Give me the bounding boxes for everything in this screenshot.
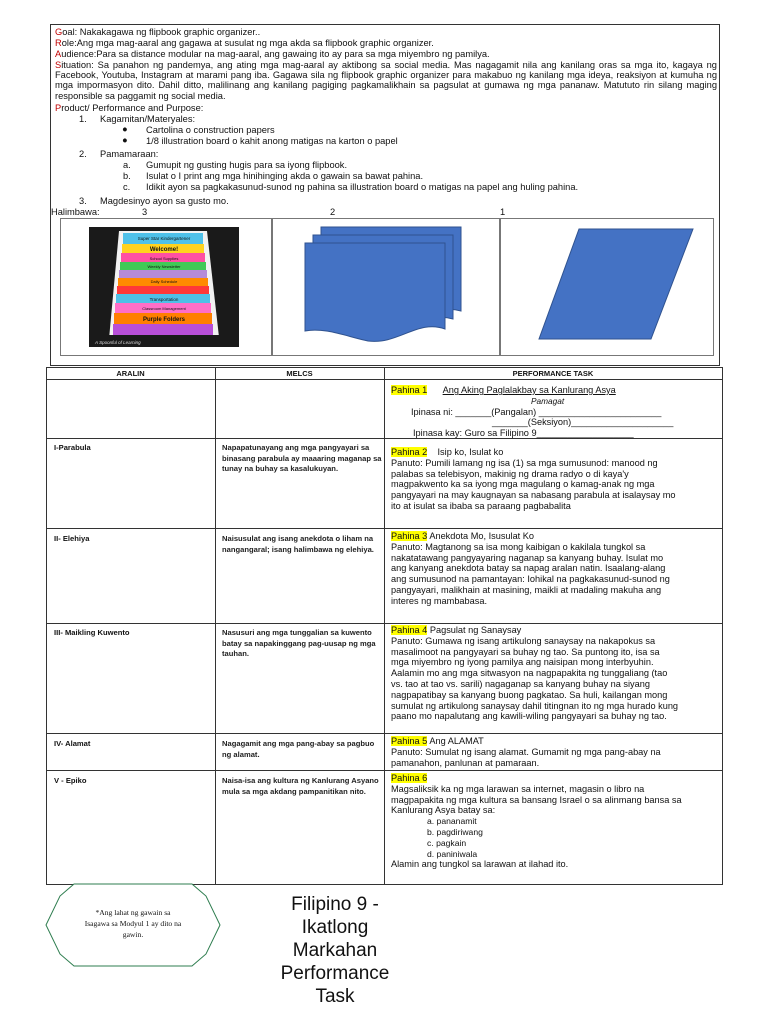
note-badge — [44, 880, 222, 970]
title-line: Performance — [280, 963, 390, 984]
aralin-cell: II- Elehiya — [54, 534, 90, 543]
materials-heading: Kagamitan/Materyales: — [100, 114, 196, 124]
situation-text: Sa panahon ng pandemya, ang ating mga mag-aaral ay aktibong sa social media. Mas nagagamit nila ang kanilang oras sa mga ito, kagaya ng Facebook, Youtuba, Instagram at marami pang iba. Gagawa sila ng flipbook graphic organizer para makabuo ng kanilang mga ideya, reaksiyon at kumuha ng mga impormasyon dito. Dahil ditto, malilinang ang kanilang pagiging pagkamalikhain sa pagsulat at gumawa ng mga pananaw. Matututo rin silang maging responsible sa paggamit ng social media. — [55, 60, 717, 101]
svg-text:Transportation: Transportation — [149, 297, 179, 302]
row-divider — [46, 623, 723, 624]
melcs-cell: Naisusulat ang isang anekdota o liham na nangangaral; isang halimbawa ng elehiya. — [222, 534, 374, 554]
task-text-line: interes ng mambabasa. — [391, 595, 488, 606]
pahina-label: Pahina 4 — [391, 625, 428, 635]
title-line: Filipino 9 - — [291, 894, 379, 915]
aralin-cell: I-Parabula — [54, 443, 91, 452]
svg-text:Purple Folders: Purple Folders — [142, 317, 186, 323]
cover-submitted-by: Ipinasa ni: _______(Pangalan) ________________________ — [411, 406, 662, 417]
task-text-line: Aalamin mo ang mga sitwasyon na nagpapakita ng tunggaliang (tao — [391, 668, 668, 679]
culture-item: c. pagkain — [427, 837, 467, 848]
product-text: roduct/ Performance and Purpose: — [61, 103, 204, 113]
note-text: *Ang lahat ng gawain sa Isagawa sa Modyul 1 ay dito na gawin. — [84, 908, 182, 939]
material-item-2: 1/8 illustration board o kahit anong matigas na karton o papel — [146, 136, 398, 146]
svg-text:Welcome!: Welcome! — [149, 247, 179, 253]
example-number-2: 2 — [330, 207, 336, 217]
svg-text:A Spoonful of Learning: A Spoonful of Learning — [95, 340, 141, 345]
title-line: Task — [315, 986, 355, 1007]
step-a: Gumupit ng gusting hugis para sa iyong flipbook. — [146, 160, 348, 170]
table-border-left — [46, 367, 47, 885]
bullet-icon: ● — [122, 135, 128, 145]
page-title — [255, 893, 415, 1008]
svg-text:Weekly Newsletter: Weekly Newsletter — [147, 264, 181, 269]
task-title: Isip ko, Isulat ko — [437, 447, 504, 457]
example-parallelogram-frame — [500, 218, 714, 356]
task-text-line: ito at isulat sa ibaba sa paraang pagbabalita — [391, 500, 571, 511]
step-label-b: b. — [123, 171, 131, 181]
task-cell — [391, 736, 719, 768]
performance-task-table — [46, 367, 723, 885]
product-initial: P — [55, 103, 62, 113]
table-border-top — [46, 367, 723, 368]
title-line: Ikatlong — [301, 917, 369, 938]
example-photo-frame — [60, 218, 272, 356]
task-cell — [391, 531, 719, 607]
title-line: Markahan — [292, 940, 378, 961]
svg-text:School Supplies: School Supplies — [149, 256, 179, 261]
svg-text:Super Star Kindergartener: Super Star Kindergartener — [137, 236, 191, 241]
example-number-1: 1 — [500, 207, 506, 217]
product-line — [55, 103, 203, 113]
task-text-line: ang kanyang anekdota batay sa napag aralan natin. Isaalang-alang — [391, 563, 666, 574]
task-text-line: palabas sa telebisyon, makinig ng drama radyo o di kaya'y — [391, 468, 629, 479]
example-number-3: 3 — [142, 207, 148, 217]
aralin-cell: V - Epiko — [54, 776, 87, 785]
culture-item: d. paniniwala — [427, 848, 478, 859]
list-number-1: 1. — [79, 114, 87, 124]
pahina-label: Pahina 2 — [391, 447, 428, 457]
melcs-cell: Nasusuri ang mga tunggalian sa kuwento batay sa napakinggang pag-uusap ng mga tauhan. — [222, 628, 376, 658]
svg-text:Classroom Management: Classroom Management — [142, 306, 186, 311]
situation-label: ituation: — [61, 60, 94, 70]
table-divider-1 — [215, 367, 216, 885]
melcs-cell: Nagagamit ang mga pang-abay sa pagbuo ng alamat. — [222, 739, 375, 759]
role-line — [55, 38, 434, 48]
task-text-line: Panuto: Magtanong sa isa mong kaibigan o kakilala tungkol sa — [391, 541, 646, 552]
situation-paragraph — [55, 60, 717, 101]
row-divider — [46, 528, 723, 529]
design-step: Magdesinyo ayon sa gusto mo. — [100, 196, 229, 206]
goal-text: oal: Nakakagawa ng flipbook graphic organizer.. — [62, 27, 261, 37]
culture-item: b. pagdiriwang — [427, 826, 483, 837]
task-text-line: Alamin ang tungkol sa larawan at ilahad ito. — [391, 859, 569, 870]
audience-text: udience:Para sa distance modular na mag-aaral, ang gawaing ito ay para sa mga miyembro ng pamilya. — [61, 49, 490, 59]
table-divider-2 — [384, 367, 385, 885]
step-b: Isulat o I print ang mga hinihinging akda o gawain sa bawat pahina. — [146, 171, 424, 181]
task-text-line: masalimoot na pangyayari sa buhay ng tao. Sa puntong ito, isa sa — [391, 646, 660, 657]
aralin-cell: III- Maikling Kuwento — [54, 628, 130, 637]
aralin-cell: IV- Alamat — [54, 739, 91, 748]
cover-section: _______(Seksiyon)____________________ — [492, 417, 674, 428]
task-text-line: magpakwento ka sa iyong mga magulang o kamag-anak ng mga — [391, 479, 655, 490]
procedure-heading: Pamamaraan: — [100, 149, 159, 159]
header-melcs: MELCS — [286, 369, 313, 378]
task-text-line: pamanahon, panlunan at pamaraan. — [391, 757, 540, 768]
task-text-line: magpapakita ng mga kultura sa bansang Israel o sa alinmang bansa sa — [391, 794, 682, 805]
goal-initial: G — [55, 27, 63, 37]
task-text-line: nakatatawang pangyayaring naganap sa kanyang buhay. Isulat mo — [391, 552, 664, 563]
task-cover — [391, 385, 719, 439]
cover-pamagat: Pamagat — [531, 395, 565, 406]
task-text-line: Magsaliksik ka ng mga larawan sa internet, magasin o libro na — [391, 783, 645, 794]
melcs-cell: Napapatunayang ang mga pangyayari sa binasang parabula ay maaaring maganap sa tunay na buhay sa kasalukuyan. — [222, 443, 382, 473]
bullet-icon: ● — [122, 124, 128, 134]
audience-line — [55, 49, 490, 59]
flipbook-photo-drawing — [89, 227, 239, 347]
goal-line — [55, 27, 260, 37]
header-performance-task: PERFORMANCE TASK — [512, 369, 594, 378]
row-divider — [46, 733, 723, 734]
step-c: Idikit ayon sa pagkakasunud-sunod ng pahina sa illustration board o matigas na papel ang huling pahina. — [146, 182, 579, 192]
cover-submitted-to: Ipinasa kay: Guro sa Filipino 9___________________ — [413, 428, 634, 439]
task-text-line: pangyayari, malikhain at masining, maikli at madaling makuha ang — [391, 584, 662, 595]
task-text-line: sumulat ng artikulong sanaysay dahil titingnan ito ng mga hurado kung — [391, 700, 679, 711]
header-divider — [46, 379, 723, 380]
material-item-1: Cartolina o construction papers — [146, 125, 275, 135]
task-title: Anekdota Mo, Isusulat Ko — [429, 531, 535, 541]
example-label: Halimbawa: — [51, 207, 100, 217]
stacked-pages-shape — [273, 219, 499, 355]
pahina-label: Pahina 1 — [391, 385, 428, 395]
row-divider — [46, 770, 723, 771]
situation-initial: S — [55, 60, 62, 70]
task-text-line: Panuto: Gumawa ng isang artikulong sanaysay na nakapokus sa — [391, 635, 656, 646]
melcs-cell: Naisa-isa ang kultura ng Kanlurang Asyano mula sa mga akdang pampanitikan nito. — [222, 776, 379, 796]
task-text-line: ang sumusunod na pamantayan: Iohikal na pagkakasunud-sunod ng — [391, 574, 670, 585]
task-text-line: nagpapatibay sa kanyang buong pagkatao. Sa huli, kailangan mong — [391, 689, 668, 700]
pahina-label: Pahina 6 — [391, 773, 428, 783]
pahina-label: Pahina 3 — [391, 531, 428, 541]
task-text-line: Kanlurang Asya batay sa: — [391, 805, 496, 816]
list-number-2: 2. — [79, 149, 87, 159]
flipbook-photo — [89, 227, 239, 347]
task-cell — [391, 447, 719, 512]
task-cell — [391, 625, 719, 722]
audience-initial: A — [55, 49, 62, 59]
task-text-line: mga miyembro ng iyong pamilya ang naisipan mong interbyuhin. — [391, 657, 654, 668]
list-number-3: 3. — [79, 196, 87, 206]
task-text-line: pangyayari na may kaugnayan sa nabasang parabula at isalaysay mo — [391, 490, 676, 501]
task-title: Pagsulat ng Sanaysay — [429, 625, 522, 635]
step-label-c: c. — [123, 182, 131, 192]
header-aralin: ARALIN — [116, 369, 145, 378]
task-text-line: vs. tao at tao vs. sarili) nagaganap sa kanyang buhay na siyang — [391, 678, 650, 689]
parallelogram-shape — [501, 219, 713, 355]
task-text-line: Panuto: Sumulat ng isang alamat. Gumamit ng mga pang-abay na — [391, 746, 661, 757]
task-text-line: Panuto: Pumili lamang ng isa (1) sa mga sumusunod: manood ng — [391, 457, 658, 468]
role-text: ole:Ang mga mag-aaral ang gagawa at susulat ng mga akda sa flipbook graphic organizer. — [61, 38, 434, 48]
task-cell — [391, 773, 719, 870]
culture-item: a. pananamit — [427, 816, 477, 827]
task-text-line: paano mo napalutang ang kawili-wiling pangyayari sa buhay ng tao. — [391, 711, 667, 722]
svg-text:Daily Schedule: Daily Schedule — [150, 279, 178, 284]
task-title: Ang ALAMAT — [429, 736, 484, 746]
example-stacked-pages-frame — [272, 218, 500, 356]
table-border-right — [722, 367, 723, 885]
cover-title: Ang Aking Paglalakbay sa Kanlurang Asya — [442, 385, 616, 395]
step-label-a: a. — [123, 160, 131, 170]
role-initial: R — [55, 38, 62, 48]
pahina-label: Pahina 5 — [391, 736, 428, 746]
